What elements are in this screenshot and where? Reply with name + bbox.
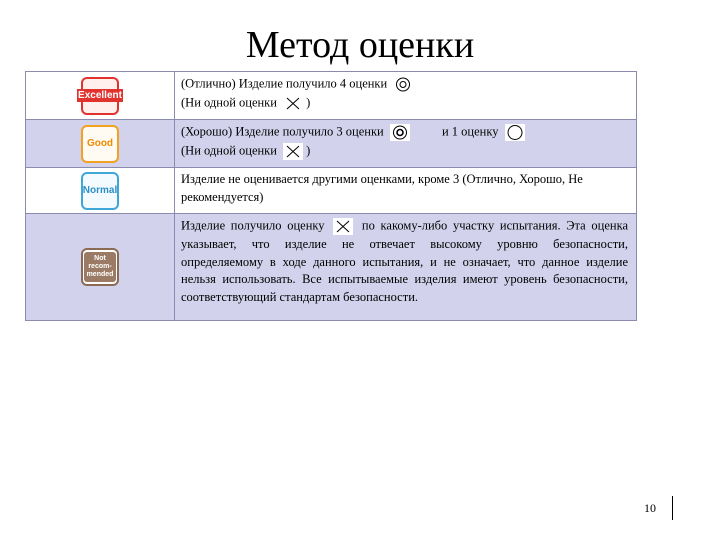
good-badge-icon: Good bbox=[81, 125, 119, 163]
row-text: Изделие не оценивается другими оценками, кроме 3 (Отлично, Хорошо, Не рекомендуется) bbox=[181, 172, 583, 204]
table-row-good bbox=[26, 120, 636, 168]
icon-cell bbox=[26, 214, 175, 320]
row-text: (Отлично) Изделие получило 4 оценки bbox=[181, 76, 388, 91]
rating-table bbox=[25, 71, 637, 321]
cross-icon bbox=[282, 142, 304, 161]
table-row-normal bbox=[26, 168, 636, 214]
cross-icon bbox=[282, 94, 304, 113]
page-title: Метод оценки bbox=[245, 24, 475, 66]
row-text: (Ни одной оценки bbox=[181, 95, 277, 110]
icon-cell bbox=[26, 72, 175, 119]
row-text: по какому-либо участку испытания. Эта оценка указывает, что изделие не отвечает высокому уровню безопасности, определяемому в ходе данного испытания, и не означает, что данное изделие нельзя использовать. Все испытываемые изделия имеют уровень безопасности, соответствующий стандартам безопасности. bbox=[181, 218, 629, 304]
rating-description bbox=[175, 168, 636, 213]
table-row-excellent bbox=[26, 72, 636, 120]
rating-description: (Хорошо) Изделие получило 3 оценки и 1 оценку (Ни одной оценки ) bbox=[175, 120, 636, 167]
table-row-not-recommended bbox=[26, 214, 636, 320]
rating-description bbox=[175, 214, 636, 320]
circle-icon bbox=[504, 123, 526, 142]
icon-cell bbox=[26, 120, 175, 167]
cross-icon bbox=[332, 217, 354, 236]
excellent-badge-icon: Excellent bbox=[81, 77, 119, 115]
double-circle-icon bbox=[392, 75, 414, 94]
normal-badge-icon: Normal bbox=[81, 172, 119, 210]
row-text: Изделие получило оценку bbox=[181, 218, 325, 233]
row-text: (Ни одной оценки bbox=[181, 143, 277, 158]
double-circle-icon bbox=[389, 123, 411, 142]
page-number: 10 bbox=[644, 496, 673, 520]
rating-description: (Отлично) Изделие получило 4 оценки (Ни одной оценки ) bbox=[175, 72, 636, 119]
icon-cell bbox=[26, 168, 175, 213]
not-recommended-badge-icon: Not recom-mended bbox=[81, 248, 119, 286]
row-text: (Хорошо) Изделие получило 3 оценки bbox=[181, 124, 384, 139]
